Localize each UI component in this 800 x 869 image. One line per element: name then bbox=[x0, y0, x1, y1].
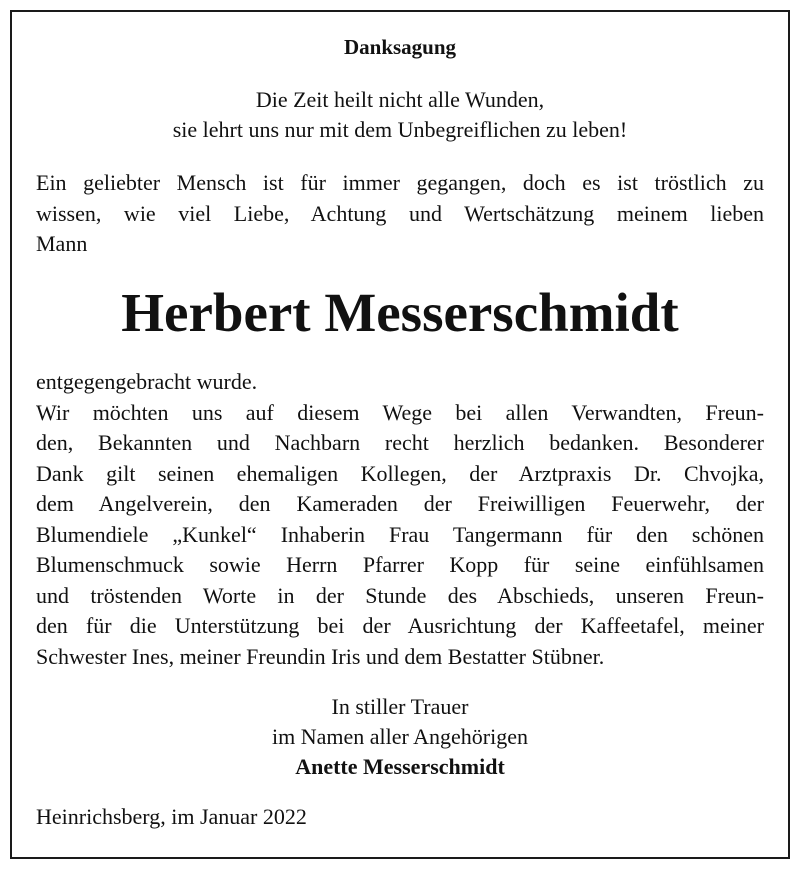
body-line: den für die Unterstützung bei der Ausrichtung der Kaffeetafel, meiner bbox=[36, 613, 764, 638]
signature-line: im Namen aller Angehörigen bbox=[272, 724, 528, 749]
body-line: Schwester Ines, meiner Freundin Iris und dem Bestatter Stübner. bbox=[36, 643, 605, 669]
intro-line: Mann bbox=[36, 231, 88, 256]
signer-name: Anette Messerschmidt bbox=[295, 754, 505, 779]
intro-line: Ein geliebter Mensch ist für immer gegangen, doch es ist tröstlich zu bbox=[36, 170, 764, 195]
signature-line: In stiller Trauer bbox=[331, 694, 469, 719]
body-line: Blumendiele „Kunkel“ Inhaberin Frau Tangermann für den schönen bbox=[36, 521, 764, 547]
body-line: und tröstenden Worte in der Stunde des Abschieds, unseren Freun- bbox=[36, 582, 764, 608]
body-line: Dank gilt seinen ehemaligen Kollegen, der Arztpraxis Dr. Chvojka, bbox=[36, 460, 764, 486]
body-line: Blumenschmuck sowie Herrn Pfarrer Kopp für seine einfühlsamen bbox=[36, 552, 764, 577]
signature-block bbox=[12, 692, 788, 782]
notice-heading: Danksagung bbox=[343, 35, 457, 59]
body-line: Wir möchten uns auf diesem Wege bei allen Verwandten, Freun- bbox=[36, 399, 764, 425]
thanks-paragraph bbox=[36, 367, 764, 672]
deceased-name: Herbert Messerschmidt bbox=[121, 282, 679, 343]
body-line: den, Bekannten und Nachbarn recht herzlich bedanken. Besonderer bbox=[36, 430, 764, 455]
place-date: Heinrichsberg, im Januar 2022 bbox=[36, 804, 307, 829]
motto-line: Die Zeit heilt nicht alle Wunden, bbox=[255, 87, 545, 112]
obituary-notice bbox=[10, 10, 790, 859]
intro-paragraph bbox=[36, 168, 764, 260]
motto-quote bbox=[12, 85, 788, 145]
intro-line: wissen, wie viel Liebe, Achtung und Wertschätzung meinem lieben bbox=[36, 200, 764, 226]
body-line: entgegengebracht wurde. bbox=[36, 369, 258, 394]
body-line: dem Angelverein, den Kameraden der Freiwilligen Feuerwehr, der bbox=[36, 491, 764, 516]
motto-line: sie lehrt uns nur mit dem Unbegreiflichen zu leben! bbox=[172, 117, 628, 142]
